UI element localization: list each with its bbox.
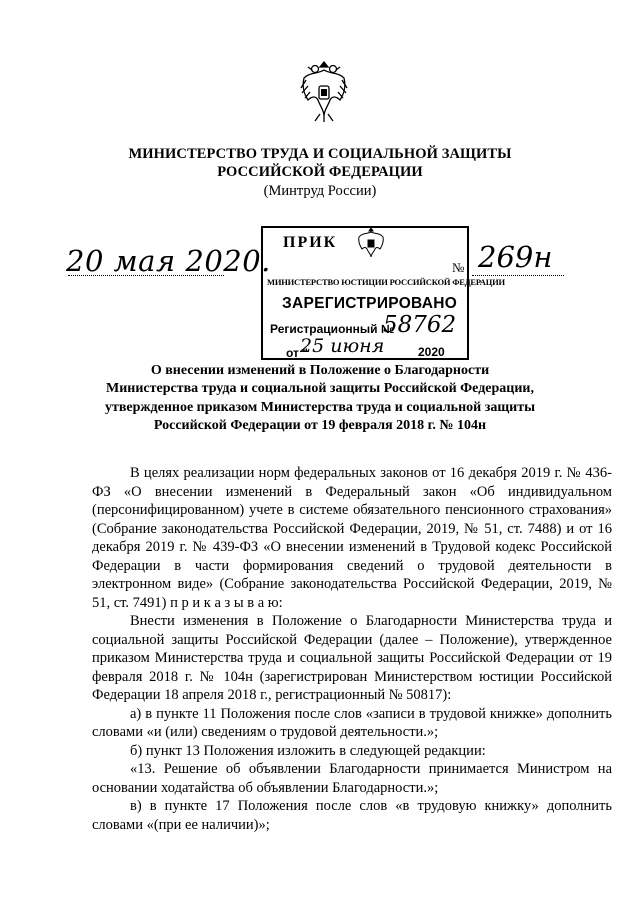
stamp-emblem-icon: [357, 226, 385, 260]
amendment-b-paragraph: б) пункт 13 Положения изложить в следующей редакции:: [130, 742, 486, 759]
ministry-short-name: (Минтруд России): [263, 183, 377, 199]
title-line-3: утвержденное приказом Министерства труда и социальной защиты: [104, 399, 536, 415]
main-clause-paragraph: Внести изменения в Положение о Благодарности Министерства труда и социальной защиты Российской Федерации (далее – Положение), утвержденное приказом Министерства труда и социальной защиты Российской Федерации от 19 февраля 2018 г. № 104н (зарегистрирован Министерством юстиции Российской Федерации 18 апреля 2018 г., регистрационный № 50817):: [92, 613, 612, 703]
doc-type-heading: ПРИК: [283, 234, 338, 251]
date-underline: [68, 275, 224, 276]
stamp-from-label: от ": [286, 346, 308, 360]
title-line-1: О внесении изменений в Положение о Благодарности: [150, 363, 490, 378]
stamp-year: 2020: [418, 345, 445, 359]
title-line-4: Российской Федерации от 19 февраля 2018 г. № 104н: [153, 417, 487, 433]
preamble-paragraph: В целях реализации норм федеральных законов от 16 декабря 2019 г. № 436-ФЗ «О внесении изменений в Федеральный закон «Об индивидуальном (персонифицированном) учете в системе обязательного пенсионного страхования» (Собрание законодательства Российской Федерации, 2019, № 51, ст. 7488) и от 16 декабря 2019 г. № 439-ФЗ «О внесении изменений в Трудовой кодекс Российской Федерации в части формирования сведений о трудовой деятельности в электронном виде» (Собрание законодательства Российской Федерации, 2019, № 51, ст. 7491) п р и к а з ы в а ю:: [92, 465, 612, 611]
order-number-handwritten: 269н: [478, 240, 553, 274]
stamp-reg-number-handwritten: 58762: [383, 312, 457, 338]
amendment-b-text-paragraph: «13. Решение об объявлении Благодарности принимается Министром на основании ходатайства об объявлении Благодарности.»;: [92, 761, 612, 796]
title-line-2: Министерства труда и социальной защиты Российской Федерации,: [105, 381, 534, 397]
number-underline: [472, 275, 564, 276]
document-title: [0, 362, 640, 435]
amendment-a-paragraph: а) в пункте 11 Положения после слов «записи в трудовой книжке» дополнить словами «и (или) сведениям о трудовой деятельности.»;: [92, 705, 612, 740]
amendment-c-paragraph: в) в пункте 17 Положения после слов «в трудовую книжку» дополнить словами «(при ее наличии)»;: [92, 798, 612, 833]
ministry-name-line2: РОССИЙСКОЙ ФЕДЕРАЦИИ: [217, 164, 423, 180]
document-body: [92, 464, 612, 834]
order-number-label: №: [452, 260, 465, 275]
state-emblem-icon: [298, 58, 350, 124]
stamp-ministry-name: МИНИСТЕРСТВО ЮСТИЦИИ РОССИЙСКОЙ ФЕДЕРАЦИИ: [267, 277, 505, 287]
stamp-reg-number-label: Регистрационный №: [270, 322, 395, 336]
order-date-handwritten: 20 мая 2020.: [66, 244, 271, 278]
stamp-registered-label: ЗАРЕГИСТРИРОВАНО: [282, 295, 458, 312]
ministry-name-line1: МИНИСТЕРСТВО ТРУДА И СОЦИАЛЬНОЙ ЗАЩИТЫ: [128, 146, 512, 162]
stamp-date-handwritten: 25 июня: [300, 335, 385, 357]
